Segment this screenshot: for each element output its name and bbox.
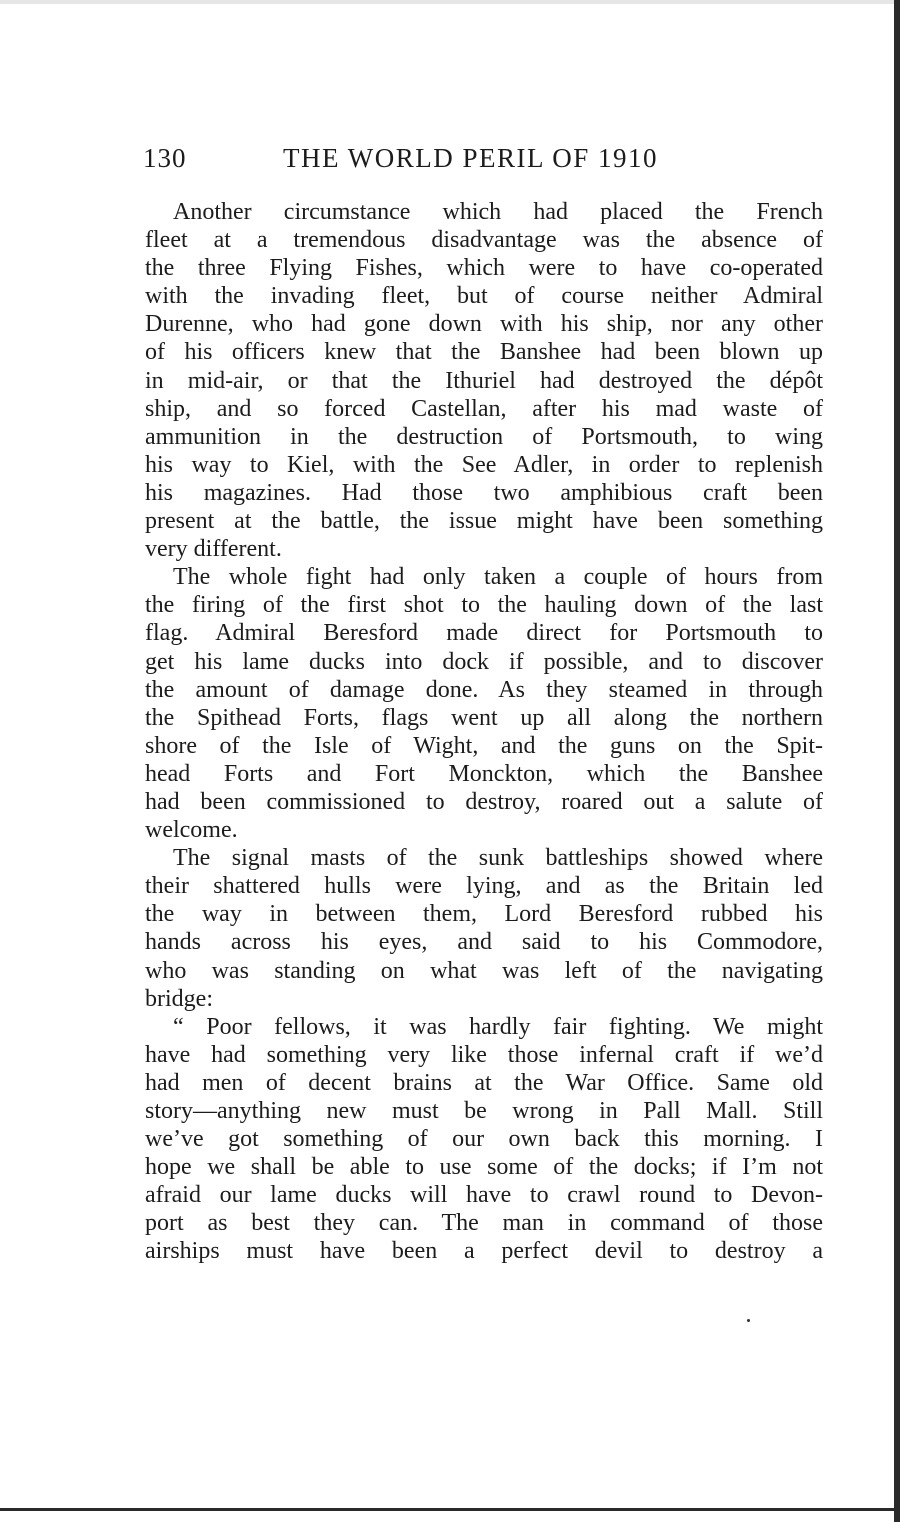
text-line: fleet at a tremendous disadvantage was the absence of xyxy=(145,227,823,254)
text-line: the Spithead Forts, flags went up all along the northern xyxy=(145,704,823,731)
text-line: the three Flying Fishes, which were to have co-operated xyxy=(145,255,823,282)
text-line: The signal masts of the sunk battleships showed where xyxy=(173,845,823,872)
text-line: the amount of damage done. As they steamed in through xyxy=(145,676,823,703)
text-line: The whole fight had only taken a couple of hours from xyxy=(173,564,823,591)
text-line: have had something very like those infernal craft if we’d xyxy=(145,1041,823,1068)
text-line: with the invading fleet, but of course neither Admiral xyxy=(145,283,823,310)
text-line: story—anything new must be wrong in Pall Mall. Still xyxy=(145,1098,823,1124)
text-line: bridge: xyxy=(145,985,213,1012)
text-line: ship, and so forced Castellan, after his mad waste of xyxy=(145,395,823,422)
text-line: had men of decent brains at the War Office. Same old xyxy=(145,1069,823,1096)
text-line: his magazines. Had those two amphibious craft been xyxy=(145,479,823,506)
text-line: hands across his eyes, and said to his Commodore, xyxy=(145,929,823,956)
text-line: of his officers knew that the Banshee had been blown up xyxy=(145,339,823,366)
text-line: hope we shall be able to use some of the docks; if I’m not xyxy=(145,1154,823,1181)
text-line: Durenne, who had gone down with his ship, nor any other xyxy=(145,311,823,338)
text-line: the firing of the first shot to the hauling down of the last xyxy=(145,592,823,619)
text-line: ammunition in the destruction of Portsmouth, to wing xyxy=(145,423,823,450)
text-line: who was standing on what was left of the navigating xyxy=(145,957,823,984)
text-line: get his lame ducks into dock if possible, and to discover xyxy=(145,648,823,675)
text-line: very different. xyxy=(145,536,282,563)
text-line: welcome. xyxy=(145,817,238,844)
text-line: flag. Admiral Beresford made direct for Portsmouth to xyxy=(145,620,823,647)
page-bottom-edge xyxy=(0,1508,894,1511)
running-title: THE WORLD PERIL OF 1910 xyxy=(283,143,658,173)
text-line: his way to Kiel, with the See Adler, in order to replenish xyxy=(145,451,823,478)
text-line: had been commissioned to destroy, roared out a salute of xyxy=(145,788,823,815)
text-line: airships must have been a perfect devil to destroy a xyxy=(145,1238,823,1265)
text-line: we’ve got something of our own back this morning. I xyxy=(145,1126,823,1153)
page-top-edge xyxy=(0,0,900,4)
page-number: 130 xyxy=(143,143,187,173)
text-line: the way in between them, Lord Beresford rubbed his xyxy=(145,901,823,928)
text-line: afraid our lame ducks will have to crawl round to Devon- xyxy=(145,1182,823,1209)
text-line: port as best they can. The man in command of those xyxy=(145,1210,823,1237)
text-line: in mid-air, or that the Ithuriel had destroyed the dépôt xyxy=(145,367,823,394)
text-line: head Forts and Fort Monckton, which the Banshee xyxy=(145,760,823,787)
text-line: shore of the Isle of Wight, and the guns on the Spit- xyxy=(145,732,823,759)
text-line: their shattered hulls were lying, and as the Britain led xyxy=(145,873,823,900)
ink-speck xyxy=(747,1319,750,1322)
page-header xyxy=(143,143,823,183)
text-line: “ Poor fellows, it was hardly fair fighting. We might xyxy=(173,1013,823,1040)
page-right-edge xyxy=(894,0,900,1522)
text-line: Another circumstance which had placed the French xyxy=(173,199,823,225)
body-text xyxy=(145,198,823,1266)
text-line: present at the battle, the issue might have been something xyxy=(145,508,823,535)
